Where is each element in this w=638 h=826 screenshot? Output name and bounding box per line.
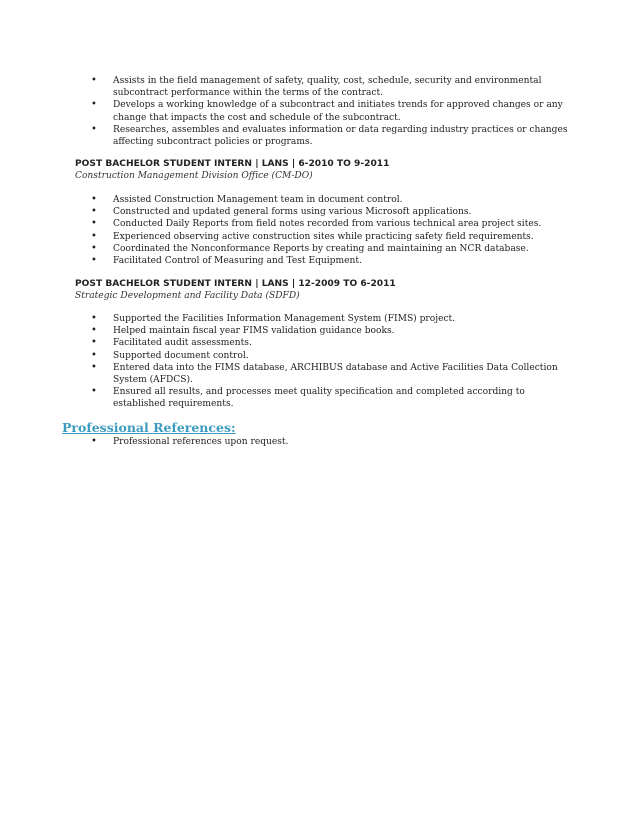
- list-item: • Supported the Facilities Information Management System (FIMS) project.: [0, 313, 638, 325]
- list-item: • Experienced observing active construction sites while practicing safety field requirements.: [0, 231, 638, 243]
- list-item: • Professional references upon request.: [0, 436, 638, 448]
- job-department: Strategic Development and Facility Data (SDFD): [75, 291, 300, 301]
- list-item: • Assists in the field management of safety, quality, cost, schedule, security and environmental subcontract performance within the terms of the contract.: [0, 75, 638, 99]
- job-bullet-list: [0, 194, 638, 267]
- job-department: Construction Management Division Office (CM-DO): [75, 171, 313, 181]
- list-item: • Supported document control.: [0, 350, 638, 362]
- list-item: • Assisted Construction Management team in document control.: [0, 194, 638, 206]
- list-item: • Constructed and updated general forms using various Microsoft applications.: [0, 206, 638, 218]
- list-item: • Conducted Daily Reports from field notes recorded from various technical area project sites.: [0, 218, 638, 230]
- list-item: • Facilitated Control of Measuring and Test Equipment.: [0, 255, 638, 267]
- list-item: • Helped maintain fiscal year FIMS validation guidance books.: [0, 325, 638, 337]
- list-item: • Facilitated audit assessments.: [0, 337, 638, 349]
- list-item: • Coordinated the Nonconformance Reports by creating and maintaining an NCR database.: [0, 243, 638, 255]
- list-item: • Entered data into the FIMS database, ARCHIBUS database and Active Facilities Data Collection System (AFDCS).: [0, 362, 638, 386]
- intro-bullet-list: [0, 75, 638, 148]
- job-title: POST BACHELOR STUDENT INTERN | LANS | 6-2010 TO 9-2011: [75, 159, 390, 169]
- references-heading: Professional References:: [62, 420, 236, 435]
- job-bullet-list: [0, 313, 638, 411]
- list-item: • Develops a working knowledge of a subcontract and initiates trends for approved changes or any change that impacts the cost and schedule of the subcontract.: [0, 99, 638, 123]
- list-item: • Ensured all results, and processes meet quality specification and completed according to established requirements.: [0, 386, 638, 410]
- list-item: • Researches, assembles and evaluates information or data regarding industry practices or changes affecting subcontract policies or programs.: [0, 124, 638, 148]
- references-bullet-list: [0, 436, 638, 448]
- job-title: POST BACHELOR STUDENT INTERN | LANS | 12-2009 TO 6-2011: [75, 279, 396, 289]
